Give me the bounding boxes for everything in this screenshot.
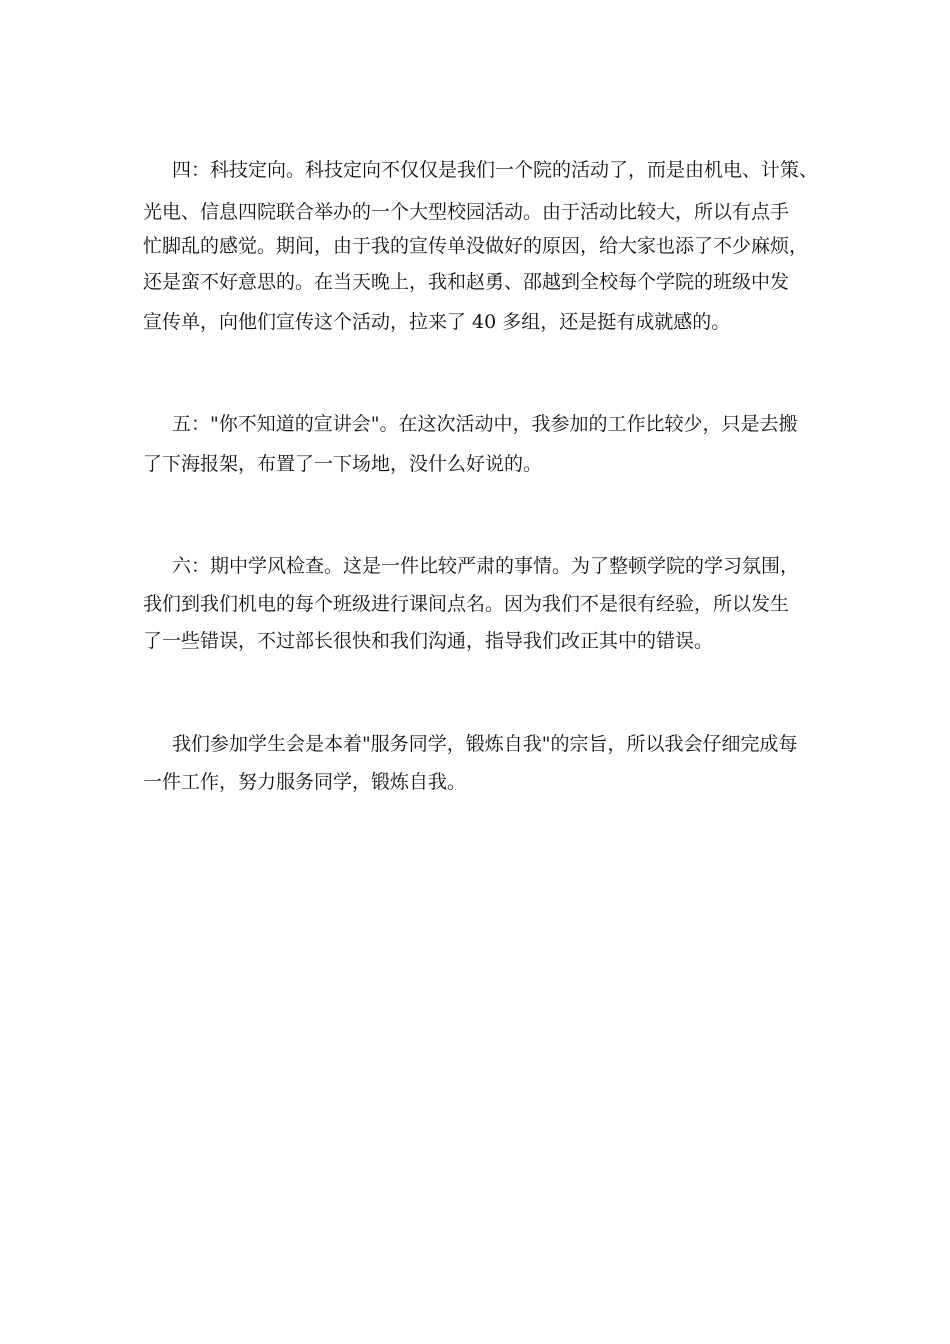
- paragraph-line: 五："你不知道的宣讲会"。在这次活动中，我参加的工作比较少，只是去搬: [172, 413, 798, 435]
- paragraph-line: 光电、信息四院联合举办的一个大型校园活动。由于活动比较大，所以有点手: [143, 201, 790, 223]
- paragraph-line: 还是蛮不好意思的。在当天晚上，我和赵勇、邵越到全校每个学院的班级中发: [143, 271, 790, 293]
- paragraph-line: 了一些错误，不过部长很快和我们沟通，指导我们改正其中的错误。: [143, 630, 714, 652]
- paragraph-line: 我们参加学生会是本着"服务同学，锻炼自我"的宗旨，所以我会仔细完成每: [172, 733, 798, 755]
- paragraph-line: 宣传单，向他们宣传这个活动，拉来了 40 多组，还是挺有成就感的。: [143, 311, 731, 333]
- paragraph-line: 我们到我们机电的每个班级进行课间点名。因为我们不是很有经验，所以发生: [143, 593, 790, 615]
- paragraph-line: 了下海报架，布置了一下场地，没什么好说的。: [143, 453, 543, 475]
- paragraph-line: 一件工作，努力服务同学，锻炼自我。: [143, 771, 467, 793]
- paragraph-line: 四：科技定向。科技定向不仅仅是我们一个院的活动了，而是由机电、计策、: [172, 159, 819, 181]
- paragraph-line: 六：期中学风检查。这是一件比较严肃的事情。为了整顿学院的学习氛围，: [172, 555, 800, 577]
- paragraph-line: 忙脚乱的感觉。期间，由于我的宣传单没做好的原因，给大家也添了不少麻烦，: [143, 235, 809, 257]
